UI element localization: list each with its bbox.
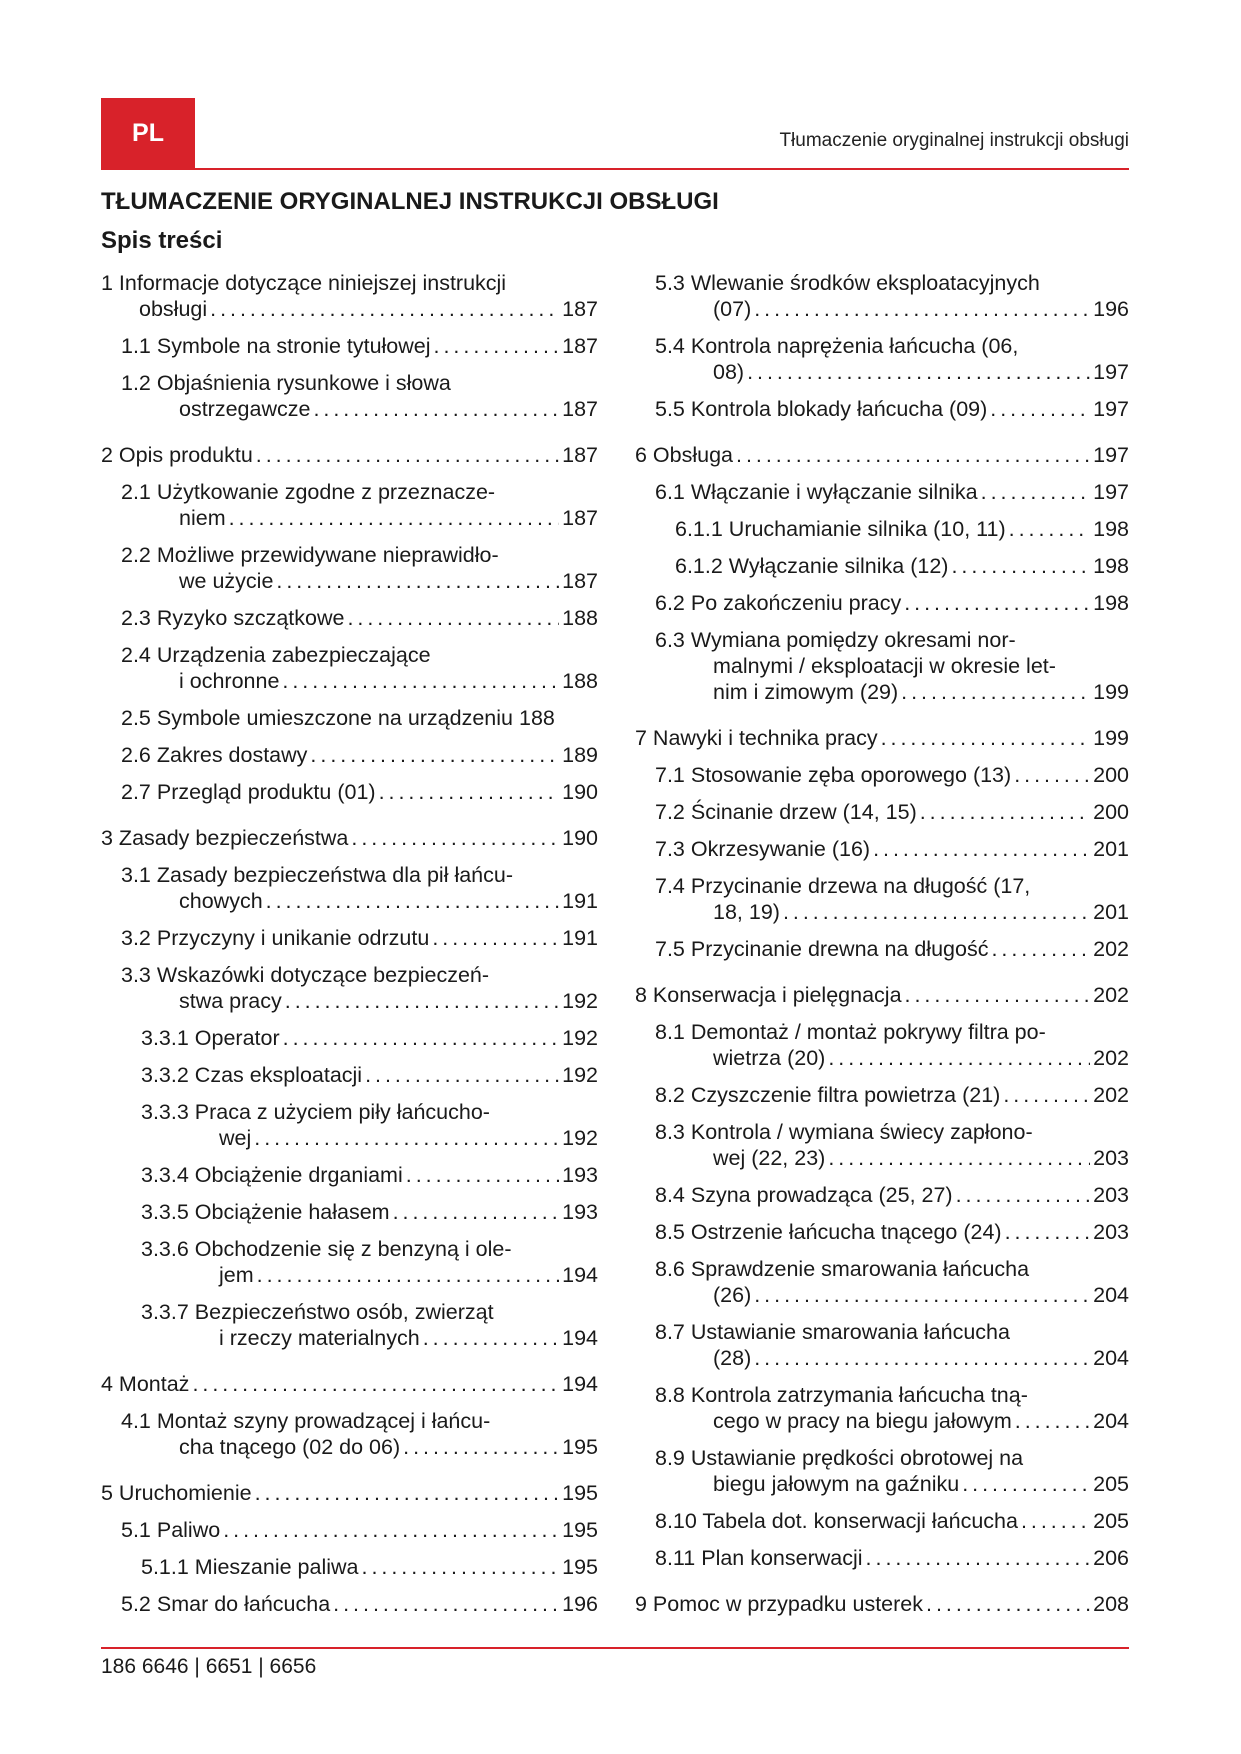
toc-page-number: 188 <box>519 706 555 730</box>
toc-entry[interactable] <box>635 1219 1129 1245</box>
dot-leader <box>783 899 1090 925</box>
toc-page-number: 198 <box>1093 554 1129 578</box>
toc-page-number: 204 <box>1093 1409 1129 1433</box>
dot-leader <box>229 505 560 531</box>
toc-entry-title: 6 Obsługa <box>635 443 734 467</box>
toc-entry[interactable] <box>101 442 598 468</box>
toc-entry-line: malnymi / eksploatacji w okresie let- <box>713 654 1056 678</box>
toc-entry[interactable] <box>101 1099 598 1151</box>
toc-entry[interactable] <box>635 396 1129 422</box>
toc-entry[interactable] <box>101 1591 598 1617</box>
dot-leader <box>254 1125 559 1151</box>
toc-entry[interactable] <box>101 642 598 694</box>
toc-entry-title: 8.11 Plan konserwacji <box>655 1546 863 1570</box>
toc-page-number: 187 <box>562 334 598 358</box>
toc-page-number: 202 <box>1093 1083 1129 1107</box>
toc-entry-title: 9 Pomoc w przypadku usterek <box>635 1592 923 1616</box>
dot-leader <box>1015 1408 1090 1434</box>
toc-entry-line: 6.3 Wymiana pomiędzy okresami nor- <box>655 628 1016 652</box>
toc-entry-line: 8.8 Kontrola zatrzymania łańcucha tną- <box>655 1383 1028 1407</box>
toc-entry[interactable] <box>635 1319 1129 1371</box>
toc-entry-title: 6.1.2 Wyłączanie silnika (12) <box>675 554 949 578</box>
toc-entry[interactable] <box>635 982 1129 1008</box>
toc-entry[interactable] <box>101 1062 598 1088</box>
dot-leader <box>991 936 1090 962</box>
dot-leader <box>736 442 1090 468</box>
toc-entry[interactable] <box>635 1508 1129 1534</box>
toc-entry[interactable] <box>101 742 598 768</box>
toc-entry-line: 8.6 Sprawdzenie smarowania łańcucha <box>655 1257 1030 1281</box>
toc-entry[interactable] <box>635 442 1129 468</box>
dot-leader <box>881 725 1091 751</box>
toc-entry[interactable] <box>635 270 1129 322</box>
toc-entry[interactable] <box>101 962 598 1014</box>
toc-entry-title: 5.1.1 Mieszanie paliwa <box>141 1555 359 1579</box>
toc-entry[interactable] <box>635 479 1129 505</box>
toc-entry-title: (07) <box>713 297 752 321</box>
toc-entry[interactable] <box>635 936 1129 962</box>
toc-entry-line: 8.3 Kontrola / wymiana świecy zapłono- <box>655 1120 1033 1144</box>
toc-column-left <box>101 270 598 1628</box>
toc-entry[interactable] <box>101 370 598 422</box>
toc-entry-title: ostrzegawcze <box>179 397 311 421</box>
toc-entry-title: wej (22, 23) <box>713 1146 826 1170</box>
toc-entry-title: stwa pracy <box>179 989 282 1013</box>
dot-leader <box>379 779 560 805</box>
dot-leader <box>747 359 1090 385</box>
toc-entry[interactable] <box>635 1182 1129 1208</box>
toc-entry[interactable] <box>101 1408 598 1460</box>
toc-page-number: 204 <box>1093 1283 1129 1307</box>
toc-heading: Spis treści <box>101 227 223 254</box>
toc-entry-title: biegu jałowym na gaźniku <box>713 1472 960 1496</box>
toc-page-number: 192 <box>562 1126 598 1150</box>
toc-page-number: 188 <box>562 606 598 630</box>
dot-leader <box>393 1199 560 1225</box>
toc-entry-title: obsługi <box>139 297 208 321</box>
toc-entry-line: 3.3.3 Praca z użyciem piły łańcucho- <box>141 1100 490 1124</box>
toc-entry-title: 5.1 Paliwo <box>121 1518 221 1542</box>
toc-page-number: 198 <box>1093 517 1129 541</box>
toc-entry-title: chowych <box>179 889 263 913</box>
toc-entry[interactable] <box>101 1199 598 1225</box>
toc-entry-title: 6.1 Włączanie i wyłączanie silnika <box>655 480 978 504</box>
toc-page-number: 205 <box>1093 1472 1129 1496</box>
toc-entry-title: 08) <box>713 360 745 384</box>
dot-leader <box>1009 516 1090 542</box>
toc-page-number: 190 <box>562 780 598 804</box>
dot-leader <box>901 679 1090 705</box>
toc-entry[interactable] <box>635 590 1129 616</box>
dot-leader <box>434 333 560 359</box>
toc-entry-title: 2.3 Ryzyko szczątkowe <box>121 606 345 630</box>
dot-leader <box>257 1262 559 1288</box>
toc-page-number: 192 <box>562 1026 598 1050</box>
toc-entry[interactable] <box>635 1545 1129 1571</box>
toc-entry[interactable] <box>635 725 1129 751</box>
toc-page-number: 192 <box>562 1063 598 1087</box>
dot-leader <box>828 1145 1090 1171</box>
toc-entry-title: 8.10 Tabela dot. konserwacji łańcucha <box>655 1509 1018 1533</box>
toc-entry-line: 2.4 Urządzenia zabezpieczające <box>121 643 431 667</box>
dot-leader <box>990 396 1090 422</box>
toc-entry-title: wietrza (20) <box>713 1046 826 1070</box>
toc-entry-title: 8.5 Ostrzenie łańcucha tnącego (24) <box>655 1220 1002 1244</box>
dot-leader <box>266 888 559 914</box>
toc-entry[interactable] <box>635 1082 1129 1108</box>
toc-page-number: 205 <box>1093 1509 1129 1533</box>
dot-leader <box>282 668 559 694</box>
toc-page-number: 202 <box>1093 983 1129 1007</box>
toc-page-number: 187 <box>562 397 598 421</box>
toc-entry-title: 7 Nawyki i technika pracy <box>635 726 878 750</box>
toc-page-number: 198 <box>1093 591 1129 615</box>
toc-page-number: 193 <box>562 1163 598 1187</box>
toc-entry-title: 3.2 Przyczyny i unikanie odrzutu <box>121 926 430 950</box>
toc-page-number: 195 <box>562 1518 598 1542</box>
toc-page-number: 187 <box>562 443 598 467</box>
toc-entry[interactable] <box>101 1236 598 1288</box>
toc-entry-title: 7.3 Okrzesywanie (16) <box>655 837 871 861</box>
dot-leader <box>283 1025 559 1051</box>
toc-entry-title: we użycie <box>179 569 274 593</box>
toc-entry-line: 8.9 Ustawianie prędkości obrotowej na <box>655 1446 1024 1470</box>
toc-page-number: 199 <box>1093 726 1129 750</box>
toc-entry-title: 5.2 Smar do łańcucha <box>121 1592 331 1616</box>
toc-entry-line: 2.2 Możliwe przewidywane nieprawidło- <box>121 543 499 567</box>
toc-entry-title: 3 Zasady bezpieczeństwa <box>101 826 349 850</box>
toc-page-number: 191 <box>562 889 598 913</box>
toc-entry-line: 2.1 Użytkowanie zgodne z przeznacze- <box>121 480 496 504</box>
toc-entry[interactable] <box>101 1517 598 1543</box>
toc-entry-title: 8.4 Szyna prowadząca (25, 27) <box>655 1183 953 1207</box>
toc-page-number: 203 <box>1093 1146 1129 1170</box>
dot-leader <box>310 742 559 768</box>
header-rule <box>101 168 1129 170</box>
toc-entry-title: jem <box>219 1263 254 1287</box>
toc-entry[interactable] <box>635 836 1129 862</box>
toc-entry-title: 3.3.5 Obciążenie hałasem <box>141 1200 390 1224</box>
dot-leader <box>962 1471 1090 1497</box>
toc-page-number: 194 <box>562 1263 598 1287</box>
toc-entry[interactable] <box>635 1382 1129 1434</box>
toc-page-number: 202 <box>1093 1046 1129 1070</box>
toc-entry-title: 5.5 Kontrola blokady łańcucha (09) <box>655 397 988 421</box>
toc-entry-title: 2.6 Zakres dostawy <box>121 743 308 767</box>
toc-entry-title: 3.3.1 Operator <box>141 1026 280 1050</box>
toc-entry[interactable] <box>101 862 598 914</box>
toc-page-number: 191 <box>562 926 598 950</box>
toc-entry[interactable] <box>635 516 1129 542</box>
toc-entry-title: 3.3.2 Czas eksploatacji <box>141 1063 363 1087</box>
dot-leader <box>406 1162 559 1188</box>
dot-leader <box>1021 1508 1090 1534</box>
toc-entry-title: cha tnącego (02 do 06) <box>179 1435 401 1459</box>
dot-leader <box>754 296 1090 322</box>
toc-entry[interactable] <box>101 1025 598 1051</box>
toc-entry-line: 1 Informacje dotyczące niniejszej instrukcji <box>101 271 507 295</box>
toc-entry-line: 3.3 Wskazówki dotyczące bezpieczeń- <box>121 963 490 987</box>
toc-page-number: 202 <box>1093 937 1129 961</box>
toc-entry-title: 1.1 Symbole na stronie tytułowej <box>121 334 431 358</box>
dot-leader <box>365 1062 559 1088</box>
dot-leader <box>905 982 1091 1008</box>
toc-entry-title: 2.7 Przegląd produktu (01) <box>121 780 376 804</box>
toc-entry[interactable] <box>635 799 1129 825</box>
dot-leader <box>920 799 1090 825</box>
dot-leader <box>1014 762 1090 788</box>
toc-page-number: 206 <box>1093 1546 1129 1570</box>
toc-page-number: 194 <box>562 1326 598 1350</box>
toc-entry-title: i rzeczy materialnych <box>219 1326 420 1350</box>
dot-leader <box>403 1434 559 1460</box>
toc-entry[interactable] <box>101 1480 598 1506</box>
dot-leader <box>981 479 1090 505</box>
dot-leader <box>256 442 559 468</box>
toc-page-number: 190 <box>562 826 598 850</box>
toc-page-number: 193 <box>562 1200 598 1224</box>
toc-entry[interactable] <box>635 1119 1129 1171</box>
toc-entry[interactable] <box>101 542 598 594</box>
toc-entry-line: 3.1 Zasady bezpieczeństwa dla pił łańcu- <box>121 863 513 887</box>
toc-entry[interactable] <box>101 1371 598 1397</box>
toc-entry-line: 7.4 Przycinanie drzewa na długość (17, <box>655 874 1031 898</box>
toc-page-number: 201 <box>1093 837 1129 861</box>
toc-page-number: 203 <box>1093 1183 1129 1207</box>
toc-entry[interactable] <box>635 1019 1129 1071</box>
toc-entry[interactable] <box>101 1299 598 1351</box>
toc-entry-title: niem <box>179 506 226 530</box>
toc-entry-title: 6.1.1 Uruchamianie silnika (10, 11) <box>675 517 1006 541</box>
toc-entry[interactable] <box>635 762 1129 788</box>
dot-leader <box>432 925 559 951</box>
toc-page-number: 197 <box>1093 443 1129 467</box>
toc-page-number: 189 <box>562 743 598 767</box>
toc-entry-line: 5.3 Wlewanie środków eksploatacyjnych <box>655 271 1040 295</box>
toc-entry-line: 8.1 Demontaż / montaż pokrywy filtra po- <box>655 1020 1046 1044</box>
toc-entry-title: 8 Konserwacja i pielęgnacja <box>635 983 902 1007</box>
toc-entry[interactable] <box>101 270 598 322</box>
toc-entry-line: 8.7 Ustawianie smarowania łańcucha <box>655 1320 1010 1344</box>
footer-rule <box>101 1647 1129 1649</box>
toc-entry[interactable] <box>635 873 1129 925</box>
dot-leader <box>223 1517 559 1543</box>
language-tab: PL <box>101 98 195 169</box>
toc-page-number: 195 <box>562 1555 598 1579</box>
toc-entry-line: 3.3.6 Obchodzenie się z benzyną i ole- <box>141 1237 512 1261</box>
dot-leader <box>333 1591 559 1617</box>
toc-entry[interactable] <box>101 705 598 731</box>
dot-leader <box>276 568 559 594</box>
toc-entry[interactable] <box>101 605 598 631</box>
dot-leader <box>828 1045 1090 1071</box>
toc-entry[interactable] <box>635 333 1129 385</box>
toc-entry-title: 2.5 Symbole umieszczone na urządzeniu <box>121 706 513 730</box>
toc-page-number: 201 <box>1093 900 1129 924</box>
toc-entry-title: cego w pracy na biegu jałowym <box>713 1409 1012 1433</box>
document-title: TŁUMACZENIE ORYGINALNEJ INSTRUKCJI OBSŁUGI <box>101 188 719 215</box>
dot-leader <box>951 553 1090 579</box>
toc-page-number: 188 <box>562 669 598 693</box>
toc-entry[interactable] <box>101 925 598 951</box>
toc-entry-line: 4.1 Montaż szyny prowadzącej i łańcu- <box>121 1409 491 1433</box>
dot-leader <box>873 836 1090 862</box>
dot-leader <box>210 296 559 322</box>
toc-entry-title: 7.2 Ścinanie drzew (14, 15) <box>655 800 917 824</box>
toc-page-number: 199 <box>1093 680 1129 704</box>
dot-leader <box>904 590 1090 616</box>
toc-entry-title: 18, 19) <box>713 900 780 924</box>
toc-entry[interactable] <box>635 553 1129 579</box>
toc-column-right <box>635 270 1129 1628</box>
toc-entry[interactable] <box>101 333 598 359</box>
toc-entry-title: wej <box>219 1126 252 1150</box>
toc-entry-title: 4 Montaż <box>101 1372 190 1396</box>
toc-entry-title: 7.5 Przycinanie drewna na długość <box>655 937 989 961</box>
toc-entry-line: 5.4 Kontrola naprężenia łańcucha (06, <box>655 334 1019 358</box>
toc-entry-title: nim i zimowym (29) <box>713 680 899 704</box>
toc-entry-title: 6.2 Po zakończeniu pracy <box>655 591 902 615</box>
toc-entry-title: 2 Opis produktu <box>101 443 253 467</box>
toc-page-number: 192 <box>562 989 598 1013</box>
toc-page-number: 208 <box>1093 1592 1129 1616</box>
toc-entry[interactable] <box>635 627 1129 705</box>
toc-page-number: 194 <box>562 1372 598 1396</box>
toc-entry[interactable] <box>635 1591 1129 1617</box>
toc-entry[interactable] <box>101 479 598 531</box>
dot-leader <box>285 988 559 1014</box>
toc-entry-line: 1.2 Objaśnienia rysunkowe i słowa <box>121 371 451 395</box>
dot-leader <box>754 1282 1090 1308</box>
toc-page-number: 196 <box>562 1592 598 1616</box>
toc-entry-title: (26) <box>713 1283 752 1307</box>
dot-leader <box>423 1325 559 1351</box>
dot-leader <box>362 1554 560 1580</box>
toc-page-number: 197 <box>1093 397 1129 421</box>
toc-page-number: 197 <box>1093 480 1129 504</box>
toc-page-number: 197 <box>1093 360 1129 384</box>
toc-entry[interactable] <box>635 1445 1129 1497</box>
toc-page-number: 187 <box>562 297 598 321</box>
toc-entry-title: i ochronne <box>179 669 280 693</box>
toc-page-number: 203 <box>1093 1220 1129 1244</box>
toc-entry[interactable] <box>101 1162 598 1188</box>
running-header: Tłumaczenie oryginalnej instrukcji obsługi <box>779 130 1129 151</box>
dot-leader <box>192 1371 559 1397</box>
dot-leader <box>313 396 559 422</box>
toc-page-number: 187 <box>562 569 598 593</box>
toc-page-number: 200 <box>1093 763 1129 787</box>
footer-product-code: 186 6646 | 6651 | 6656 <box>101 1655 317 1678</box>
toc-page-number: 196 <box>1093 297 1129 321</box>
toc-page-number: 195 <box>562 1435 598 1459</box>
dot-leader <box>255 1480 560 1506</box>
dot-leader <box>956 1182 1091 1208</box>
toc-page-number: 204 <box>1093 1346 1129 1370</box>
toc-page-number: 195 <box>562 1481 598 1505</box>
dot-leader <box>926 1591 1090 1617</box>
toc-entry-title: 7.1 Stosowanie zęba oporowego (13) <box>655 763 1012 787</box>
dot-leader <box>1003 1082 1090 1108</box>
toc-entry-title: 5 Uruchomienie <box>101 1481 252 1505</box>
dot-leader <box>351 825 559 851</box>
toc-page-number: 200 <box>1093 800 1129 824</box>
dot-leader <box>866 1545 1091 1571</box>
toc-entry-title: 8.2 Czyszczenie filtra powietrza (21) <box>655 1083 1001 1107</box>
dot-leader <box>1005 1219 1091 1245</box>
dot-leader <box>754 1345 1090 1371</box>
toc-entry-line: 3.3.7 Bezpieczeństwo osób, zwierząt <box>141 1300 494 1324</box>
toc-entry[interactable] <box>101 825 598 851</box>
toc-entry[interactable] <box>101 779 598 805</box>
toc-entry-title: (28) <box>713 1346 752 1370</box>
toc-entry[interactable] <box>635 1256 1129 1308</box>
toc-page-number: 187 <box>562 506 598 530</box>
toc-entry[interactable] <box>101 1554 598 1580</box>
toc-entry-title: 3.3.4 Obciążenie drganiami <box>141 1163 403 1187</box>
dot-leader <box>347 605 559 631</box>
